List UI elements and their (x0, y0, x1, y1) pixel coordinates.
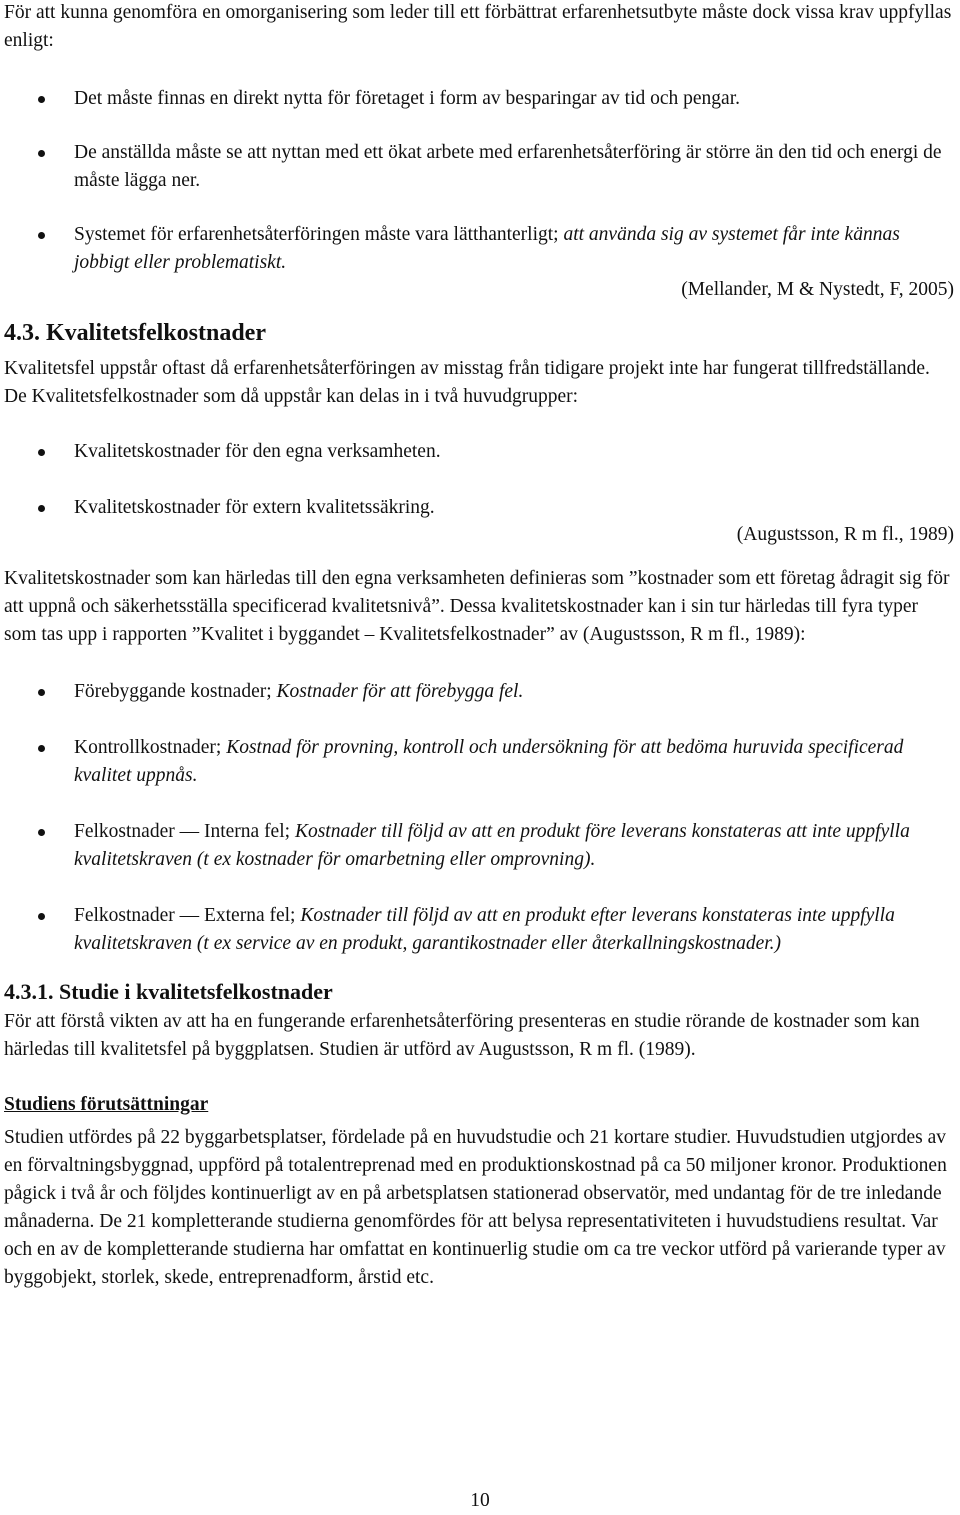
quality-bullet-2: Kvalitetskostnader för extern kvalitetssäkring. (4, 494, 954, 522)
citation-mellander: (Mellander, M & Nystedt, F, 2005) (681, 279, 954, 300)
cost-type-2 (4, 734, 954, 790)
cost-type-1-name: Förebyggande kostnader; (74, 681, 277, 702)
cost-type-1-description: Kostnader för att förebygga fel. (276, 681, 524, 702)
study-conditions-paragraph: Studien utfördes på 22 byggarbetsplatser, fördelade på en huvudstudie och 21 kortare studier. Huvudstudien utgjordes av en förvaltningsbyggnad, uppförd på totalentreprenad med en produktionskostnad på ca 50 miljoner kronor. Produktionen pågick i två år och följdes kontinuerligt av en på arbetsplatsen stationerad observatör, med undantag för de tre inledande månaderna. De 21 kompletterande studierna genomfördes för att belysa representativiteten i huvudstudiens resultat. Var och en av de kompletterande studierna har omfattat en kontinuerlig studie om ca tre veckor utförd på varierande typer av byggobjekt, storlek, skede, entreprenadform, årstid etc. (4, 1127, 947, 1288)
section-heading-4-3: 4.3. Kvalitetsfelkostnader (4, 320, 266, 346)
section-heading-4-3-1: 4.3.1. Studie i kvalitetsfelkostnader (4, 979, 333, 1004)
cost-type-3-name: Felkostnader — Interna fel; (74, 821, 295, 842)
section-4-3-1-paragraph: För att förstå vikten av att ha en fungerande erfarenhetsåterföring presenteras en studie rörande de kostnader som kan härledas till kvalitetsfel på byggplatsen. Studien är utförd av Augustsson, R m fl. (1989). (4, 1011, 920, 1060)
intro-paragraph: För att kunna genomföra en omorganisering som leder till ett förbättrat erfarenhetsutbyte måste dock vissa krav uppfyllas enligt: (4, 2, 952, 51)
requirement-bullet-3-text: Systemet för erfarenhetsåterföringen måste vara lätthanterligt; (74, 224, 564, 245)
cost-type-3-description: Kostnader till följd av att en produkt före leverans konstateras att inte uppfylla kvalitetskraven (t ex kostnader för omarbetning eller omprovning). (74, 821, 910, 870)
citation-augustsson: (Augustsson, R m fl., 1989) (736, 524, 954, 545)
cost-type-4-name: Felkostnader — Externa fel; (74, 905, 301, 926)
requirement-bullet-2: De anställda måste se att nyttan med ett ökat arbete med erfarenhetsåterföring är större än den tid och energi de måste lägga ner. (4, 139, 954, 195)
document-page (4, 0, 954, 1292)
requirement-bullet-3 (4, 221, 954, 277)
page-number: 10 (470, 1490, 490, 1511)
section-4-3-paragraph: Kvalitetsfel uppstår oftast då erfarenhetsåterföringen av misstag från tidigare projekt inte har fungerat tillfredställande. De Kvalitetsfelkostnader som då uppstår kan delas in i två huvudgrupper: (4, 358, 930, 407)
requirement-bullet-3-emphasis: att använda sig av systemet får inte kännas jobbigt eller problematiskt. (74, 224, 900, 273)
cost-type-4 (4, 902, 954, 958)
cost-type-3 (4, 818, 954, 874)
cost-type-2-description: Kostnad för provning, kontroll och undersökning för att bedöma huruvida specificerad kvalitet uppnås. (74, 737, 904, 786)
requirement-bullet-1: Det måste finnas en direkt nytta för företaget i form av besparingar av tid och pengar. (4, 85, 954, 113)
cost-type-2-name: Kontrollkostnader; (74, 737, 227, 758)
quality-bullet-1: Kvalitetskostnader för den egna verksamheten. (4, 438, 954, 466)
cost-type-1 (4, 678, 954, 706)
section-4-3-paragraph-2: Kvalitetskostnader som kan härledas till den egna verksamheten definieras som ”kostnader som ett företag ådragit sig för att uppnå och säkerhetsställa specificerad kvalitetsnivå”. Dessa kvalitetskostnader kan i sin tur härledas till fyra typer som tas upp i rapporten ”Kvalitet i byggandet – Kvalitetsfelkostnader” av (Augustsson, R m fl., 1989): (4, 568, 950, 645)
cost-type-4-description: Kostnader till följd av att en produkt efter leverans konstateras inte uppfylla kvalitetskraven (t ex service av en produkt, garantikostnader eller återkallningskostnader.) (74, 905, 895, 954)
subsection-heading-study-conditions: Studiens förutsättningar (4, 1094, 209, 1115)
